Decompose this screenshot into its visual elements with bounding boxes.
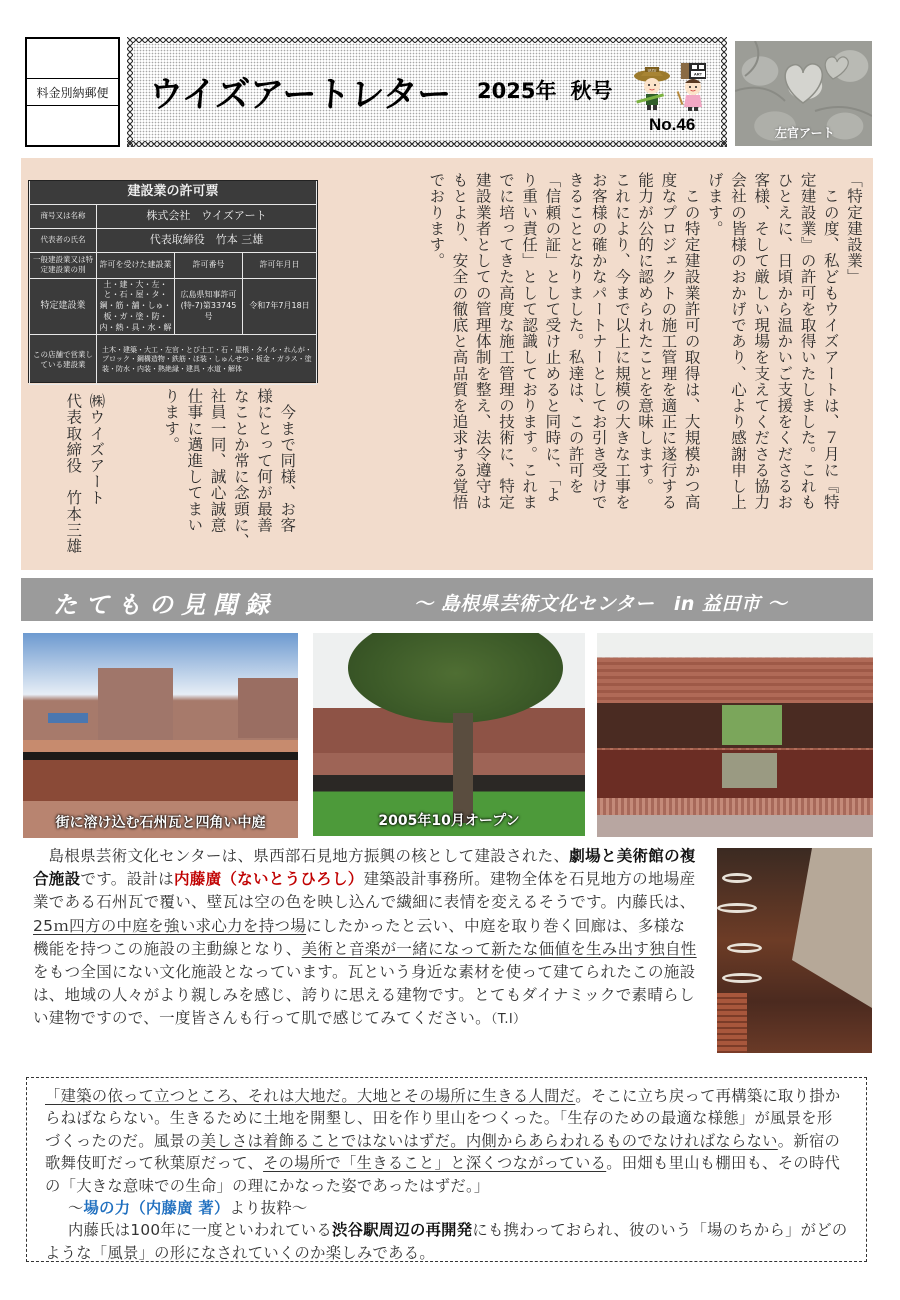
permit-store-trades: 土木・建築・大工・左官・とび土工・石・屋根・タイル・れんが・ブロック・鋼構造物・鉄筋・ほ装・しゅんせつ・板金・ガラス・塗装・防水・内装・熱絶縁・建具・水道・解体 xyxy=(97,335,317,385)
masthead xyxy=(127,37,727,147)
plaster-art-photo xyxy=(735,41,872,146)
permit-label-specific: 特定建設業 xyxy=(30,278,97,335)
permit-specific-trades: 土・建・大・左・と・石・屋・タ・鋼・筋・舗・しゅ・板・ガ・塗・防・内・熱・具・水・解 xyxy=(97,278,175,335)
postage-blank-top xyxy=(27,39,118,78)
issue-number: No.46 xyxy=(649,115,696,134)
photo-tile-roof-pool xyxy=(597,633,873,837)
quote-box xyxy=(26,1077,867,1262)
border-decoration xyxy=(721,37,727,147)
article-body: 島根県芸術文化センターは、県西部石見地方振興の核として建設された、劇場と美術館の複合施設です。設計は内藤廣（ないとうひろし）建築設計事務所。建物全体を石見地方の地場産業である石州瓦で覆い、壁瓦は空の色を映し込んで繊細に表情を変えるそうです。内藤氏は、25ｍ四方の中庭を強い求心力を持つ場にしたかったと云い、中庭を取り巻く回廊は、多様な機能を持つこの施設の主動線となり、美術と音楽が一緒になって新たな価値を生み出す独自性をもつ全国にない文化施設となっています。瓦という身近な素材を使って建てられたこの施設は、地域の人々がより親しみを感じ、誇りに思える建物です。とてもダイナミックで素晴らしい建物ですので、一度皆さんも行って肌で感じてみてください。（T.I） xyxy=(33,847,697,1028)
permit-date: 令和7年7月18日 xyxy=(243,278,317,335)
section-title: たてもの見聞録 xyxy=(53,591,277,619)
photo-interior-lobby xyxy=(717,848,872,1053)
article-author: （T.I） xyxy=(490,1012,527,1028)
announcement-closing: 今まで同様、お客 様にとって何が最善 なことか常に念頭に、 社員一同、誠心誠意 仕事に邁進してまい ります。 xyxy=(162,388,297,549)
permit-label-representative: 代表者の氏名 xyxy=(30,228,97,252)
announcement-section xyxy=(21,158,873,570)
section-banner xyxy=(21,578,873,621)
underlined-uniqueness: 美術と音楽が一緒になって新たな価値を生み出す独自性 xyxy=(301,939,697,958)
emphasis-facility: 劇場と美術館の複合施設 xyxy=(33,847,696,889)
quote-text: 「建築の依って立つところ、それは大地だ。大地とその場所に生きる人間だ。そこに立ち戻って再構築に取り掛からねばならない。生きるために土地を開墾し、田を作り里山をつくった。「生存のための最適な様態」が風景を形づくったのだ。風景の美しさは着飾ることではないはずだ。内側からあらわれるものでなければならない。新宿の歌舞伎町だって秋葉原だって、その場所で「生きること」と深くつながっている。田畑も里山も棚田も、その時代の「大きな意味での生命」の理にかなった姿であったはずだ。」 xyxy=(45,1087,841,1195)
book-title: 場の力（内藤廣 著） xyxy=(83,1199,230,1218)
issue-season: 秋号 xyxy=(570,79,613,103)
architect-name: 内藤廣（ないとうひろし） xyxy=(173,870,364,889)
permit-title: 建設業の許可票 xyxy=(30,181,317,204)
permit-company-name: 株式会社 ウイズアート xyxy=(97,204,317,228)
quote-source: ～場の力（内藤廣 著）より抜粋～ xyxy=(67,1199,308,1218)
svg-text:ART: ART xyxy=(693,71,703,77)
issue-date xyxy=(477,75,612,105)
photo-exterior-tree xyxy=(313,633,585,836)
permit-label-store: この店舗で営業している建設業 xyxy=(30,335,97,385)
emphasis-shibuya: 渋谷駅周辺の再開発 xyxy=(332,1221,473,1240)
permit-col-trades: 許可を受けた建設業 xyxy=(97,252,175,278)
svg-text:UIZU: UIZU xyxy=(647,68,657,73)
mascots-icon xyxy=(632,61,714,113)
permit-label-company: 商号又は名称 xyxy=(30,204,97,228)
photo-caption: 2005年10月オープン xyxy=(378,813,520,829)
permit-label-type: 一般建設業又は特定建設業の別 xyxy=(30,252,97,278)
announcement-body: 「特定建設業」 この度、私どもウイズアートは、７月に『特 定建設業』の許可を取得いたしました。これも ひとえに、日頃から温かいご支援をくださるお 客様、そして厳しい現場を支えてくださる協力 会社の皆様のおかげであり、心より感謝申し上 げます。 この特定建設業許可の取得は、大規模かつ高 度なプロジェクトの施工管理を適正に遂行する 能力が公的に認められたことを意味します。 これにより、今まで以上に規模の大きな工事を お客様の確かなパートナーとしてお引き受けで きることとなりました。私達は、この許可を 「信頼の証」として受け止めると同時に、「よ り重い責任」として認識しております。これま でに培ってきた高度な施工管理の技術に、特定 建設業者としての管理体制を整え、法令遵守は もとより、安全の徹底と高品質を追求する覚悟 でおります。 xyxy=(427,172,863,511)
announcement-signature: ㈱ウイズアート 代表取締役 竹本三雄 xyxy=(64,393,106,554)
permit-col-date: 許可年月日 xyxy=(243,252,317,278)
quote-note: 内藤氏は100年に一度といわれている渋谷駅周辺の再開発にも携わっておられ、彼のいう「場のちから」がどのような「風景」の形になされていくのか楽しみである。 xyxy=(45,1221,848,1262)
issue-year: 2025年 xyxy=(477,79,557,103)
permit-representative-name: 代表取締役 竹本 三雄 xyxy=(97,228,317,252)
construction-permit-table xyxy=(28,180,318,383)
permit-col-number: 許可番号 xyxy=(175,252,243,278)
postage-blank-bottom xyxy=(27,106,118,145)
border-decoration xyxy=(127,37,727,43)
underlined-courtyard: 25ｍ四方の中庭を強い求心力を持つ場 xyxy=(33,916,307,935)
photo-courtyard xyxy=(23,633,298,838)
photo-caption: 街に溶け込む石州瓦と四角い中庭 xyxy=(55,815,266,831)
postage-label: 料金別納郵便 xyxy=(27,78,118,106)
permit-number: 広島県知事許可(特-7)第33745号 xyxy=(175,278,243,335)
section-subtitle: ～ 島根県芸術文化センター in 益田市 ～ xyxy=(414,593,788,615)
postage-box xyxy=(25,37,120,147)
border-decoration xyxy=(127,141,727,147)
border-decoration xyxy=(127,37,133,147)
plaster-art-caption: 左官アート xyxy=(775,126,835,140)
newsletter-title: ウイズアートレター xyxy=(147,74,453,117)
